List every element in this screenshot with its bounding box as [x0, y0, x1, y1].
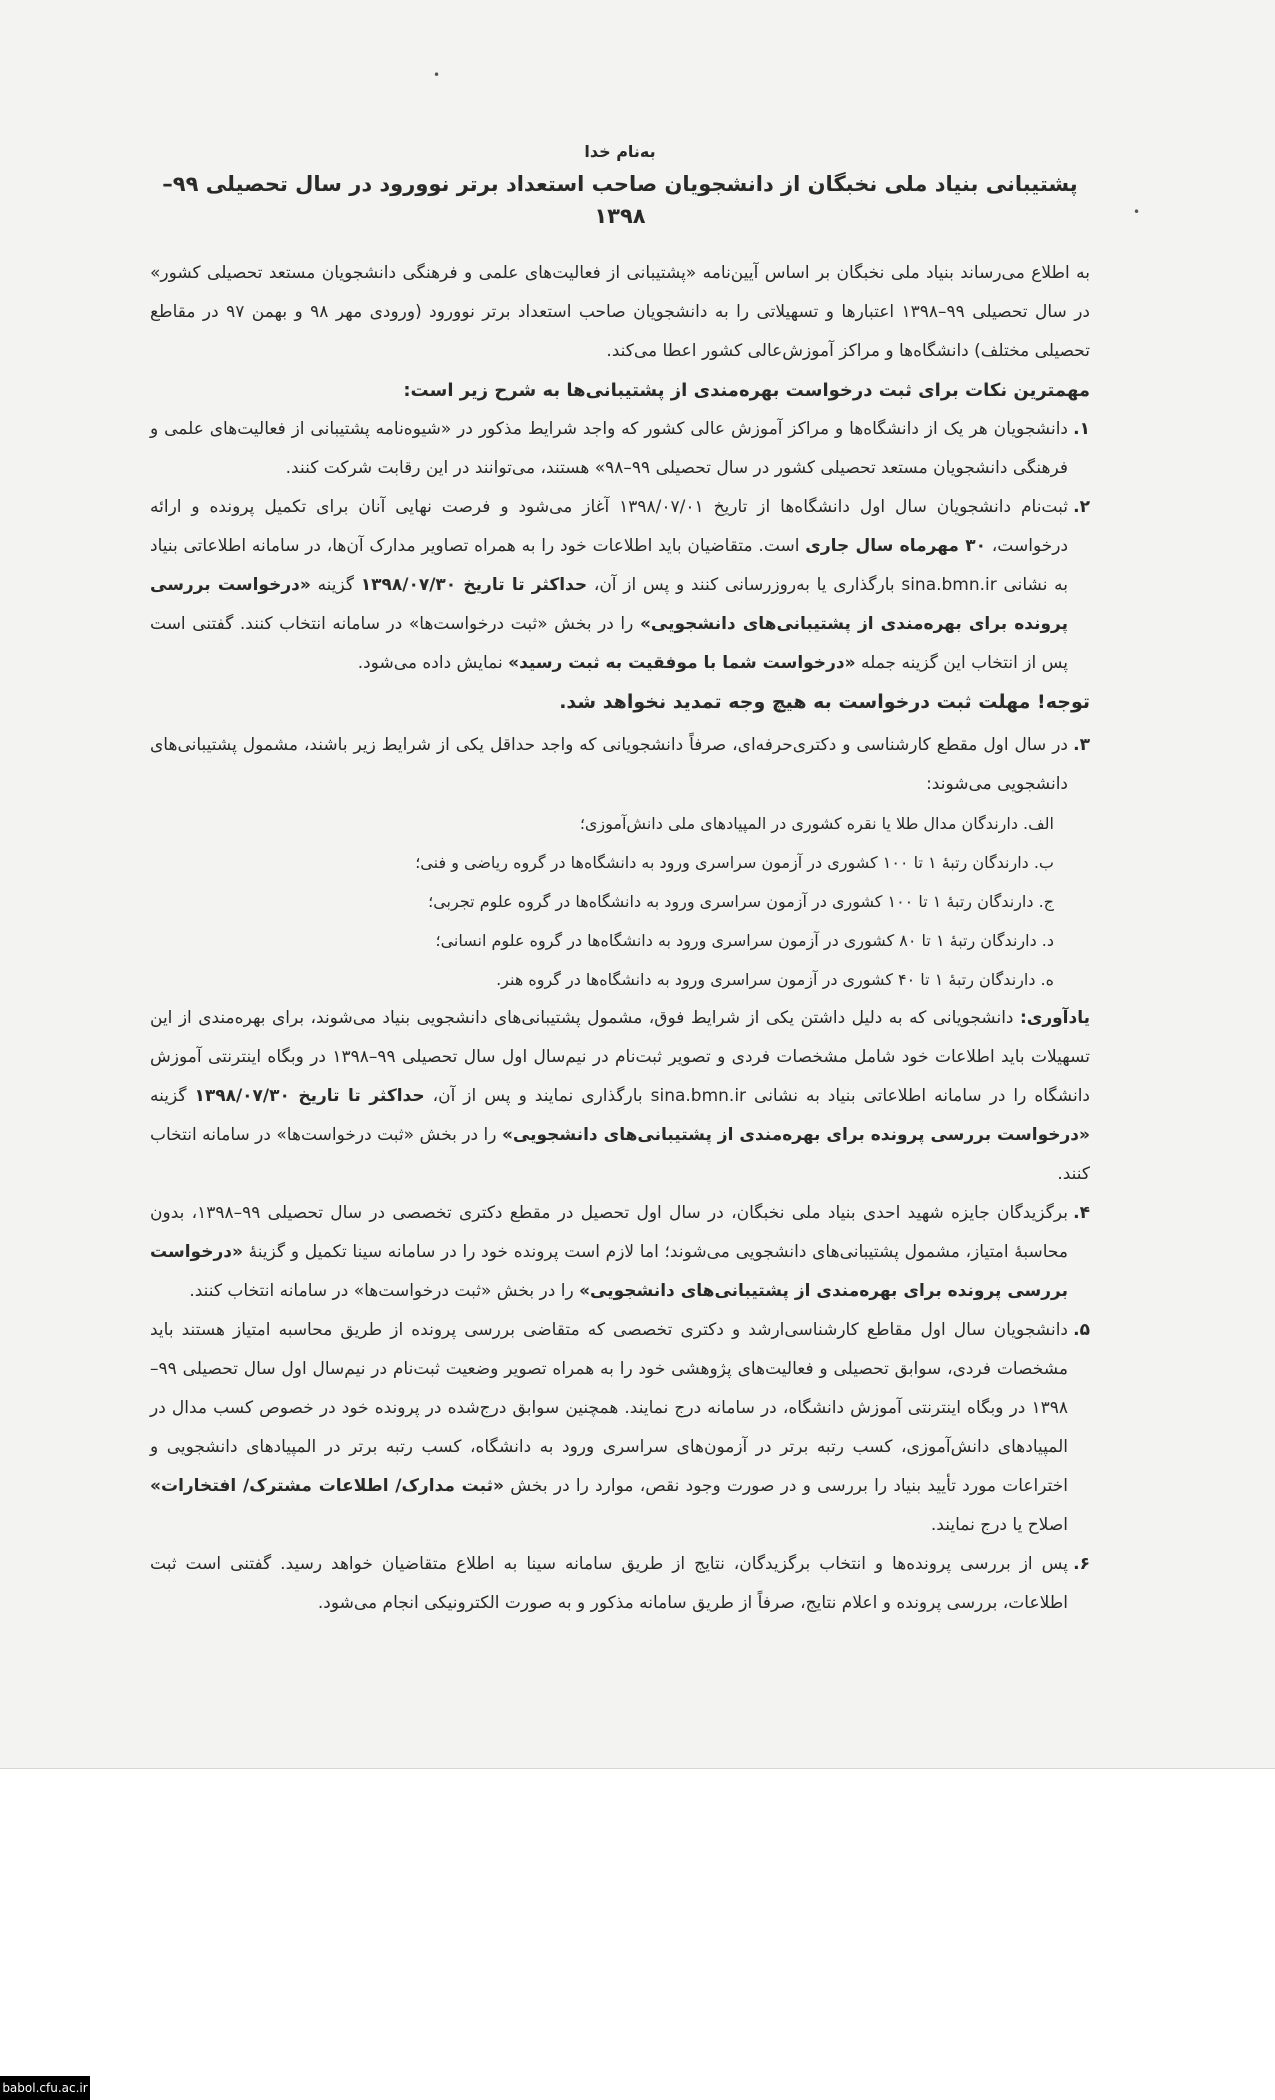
item-number: ۴.: [1073, 1203, 1090, 1223]
reminder-text: را در بخش «ثبت درخواست‌ها» در سامانه انتخاب کنند.: [150, 1125, 1090, 1184]
intro-paragraph: به اطلاع می‌رساند بنیاد ملی نخبگان بر اساس آیین‌نامه «پشتیبانی از فعالیت‌های علمی و فرهنگی دانشجویان مستعد تحصیلی کشور» در سال تحصیلی ۹۹–۱۳۹۸ اعتبارها و تسهیلاتی را به دانشجویان صاحب استعداد برتر نوورود (ورودی مهر ۹۸ و بهمن ۹۷ در مقاطع تحصیلی مختلف) دانشگاه‌ها و مراکز آموزش‌عالی کشور اعطا می‌کند.: [150, 263, 1090, 361]
option-name: «درخواست بررسی پرونده برای بهره‌مندی از پشتیبانی‌های دانشجویی»: [150, 1242, 1068, 1301]
item-text-part: را در بخش «ثبت درخواست‌ها» در سامانه انتخاب کنند.: [189, 1281, 574, 1301]
item-number: ۵.: [1073, 1320, 1090, 1340]
item-text-part: در سال اول مقطع کارشناسی و دکتری‌حرفه‌ای، صرفاً دانشجویانی که واجد حداقل یکی از شرایط زیر باشند، مشمول پشتیبانی‌های دانشجویی می‌شوند:: [150, 735, 1068, 794]
item-text: [150, 1311, 1068, 1545]
item-number: ۱.: [1073, 419, 1090, 439]
section-heading: مهمترین نکات برای ثبت درخواست بهره‌مندی از پشتیبانی‌ها به شرح زیر است:: [403, 380, 1090, 401]
sub-item: ج. دارندگان رتبهٔ ۱ تا ۱۰۰ کشوری در آزمون سراسری ورود به دانشگاه‌ها در گروه علوم تجربی؛: [428, 892, 1054, 911]
confirmation-message: «درخواست شما با موفقیت به ثبت رسید»: [508, 653, 856, 673]
item-text-part: نمایش داده می‌شود.: [357, 653, 503, 673]
list-item-3: [150, 726, 1090, 999]
item-text-part: برگزیدگان جایزه شهید احدی بنیاد ملی نخبگان، در سال اول تحصیل در مقطع دکتری تخصصی در سال تحصیلی ۹۹–۱۳۹۸، بدون محاسبهٔ امتیاز، مشمول پشتیبانی‌های دانشجویی می‌شوند؛ اما لازم است پرونده خود را در سامانه سینا تکمیل و گزینهٔ: [150, 1203, 1069, 1262]
reminder-paragraph: [150, 999, 1090, 1194]
item-text-part: گزینه: [317, 575, 355, 595]
deadline-date: حداکثر تا تاریخ ۱۳۹۸/۰۷/۳۰: [360, 575, 588, 595]
deadline-date: حداکثر تا تاریخ ۱۳۹۸/۰۷/۳۰: [194, 1086, 425, 1106]
sub-item: ه. دارندگان رتبهٔ ۱ تا ۴۰ کشوری در آزمون سراسری ورود به دانشگاه‌ها در گروه هنر.: [496, 970, 1054, 989]
reminder-text: دانشجویانی که به دلیل داشتن یکی از شرایط فوق، مشمول پشتیبانی‌های دانشجویی بنیاد می‌شوند، برای بهره‌مندی از این تسهیلات باید اطلاعات خود شامل مشخصات فردی و تصویر ثبت‌نام در نیم‌سال اول سال تحصیلی ۹۹–۱۳۹۸ در وبگاه اینترنتی آموزش دانشگاه را در سامانه اطلاعاتی بنیاد به نشانی sina.bmn.ir بارگذاری نمایند و پس از آن،: [150, 1008, 1090, 1106]
list-item-6: [150, 1545, 1090, 1623]
item-text-part: ثبت‌نام دانشجویان سال اول دانشگاه‌ها از تاریخ ۱۳۹۸/۰۷/۰۱ آغاز می‌شود و فرصت نهایی آنان برای تکمیل پرونده و ارائه درخواست،: [150, 497, 1069, 556]
list-item-2: [150, 488, 1090, 683]
document-body: [150, 140, 1090, 1623]
sub-item: د. دارندگان رتبهٔ ۱ تا ۸۰ کشوری در آزمون سراسری ورود به دانشگاه‌ها در گروه علوم انسانی؛: [435, 931, 1054, 950]
item-text: [150, 726, 1068, 999]
item-text: پس از بررسی پرونده‌ها و انتخاب برگزیدگان، نتایج از طریق سامانه سینا به اطلاع متقاضیان خواهد رسید. گفتنی است ثبت اطلاعات، بررسی پرونده و اعلام نتایج، صرفاً از طریق سامانه مذکور و به صورت الکترونیکی انجام می‌شود.: [150, 1554, 1068, 1613]
warning-note: توجه! مهلت ثبت درخواست به هیچ وجه تمدید نخواهد شد.: [559, 691, 1090, 713]
list-item-1: [150, 410, 1090, 488]
section-name: «ثبت مدارک/ اطلاعات مشترک/ افتخارات»: [150, 1476, 504, 1496]
item-text-part: است. متقاضیان باید اطلاعات خود را به همراه تصاویر مدارک آن‌ها، در سامانه اطلاعاتی بنیاد به نشانی sina.bmn.ir بارگذاری یا به‌روزرسانی کنند و پس از آن،: [150, 536, 1069, 595]
sub-item: ب. دارندگان رتبهٔ ۱ تا ۱۰۰ کشوری در آزمون سراسری ورود به دانشگاه‌ها در گروه ریاضی و فنی؛: [415, 853, 1054, 872]
item-text-part: دانشجویان سال اول مقاطع کارشناسی‌ارشد و دکتری تخصصی که متقاضی بررسی پرونده از طریق محاسبه امتیاز هستند باید مشخصات فردی، سوابق تحصیلی و فعالیت‌های پژوهشی خود را به همراه تصویر وضعیت ثبت‌نام در نیم‌سال اول سال تحصیلی ۹۹–۱۳۹۸ در وبگاه اینترنتی آموزش دانشگاه، در سامانه درج نمایند. همچنین سوابق درج‌شده در پرونده خود در خصوص کسب مدال در المپیادهای دانش‌آموزی، کسب رتبه برتر در آزمون‌های سراسری ورود به دانشگاه، کسب رتبه برتر در المپیادهای دانشجویی و اختراعات مورد تأیید بنیاد را بررسی و در صورت وجود نقص، موارد را در بخش: [150, 1320, 1069, 1496]
scan-speck: •: [433, 68, 441, 82]
document-title: پشتیبانی بنیاد ملی نخبگان از دانشجویان صاحب استعداد برتر نوورود در سال تحصیلی ۹۹–۱۳۹۸: [162, 172, 1078, 228]
list-item-5: [150, 1311, 1090, 1545]
sub-item: الف. دارندگان مدال طلا یا نقره کشوری در المپیادهای ملی دانش‌آموزی؛: [579, 814, 1054, 833]
item-text: [150, 488, 1068, 683]
item-number: ۶.: [1073, 1554, 1090, 1574]
item-number: ۳.: [1073, 735, 1090, 755]
reminder-text: گزینه: [150, 1086, 187, 1106]
item-text: دانشجویان هر یک از دانشگاه‌ها و مراکز آموزش عالی کشور که واجد شرایط مذکور در «شیوه‌نامه پشتیبانی از فعالیت‌های علمی و فرهنگی دانشجویان مستعد تحصیلی کشور در سال تحصیلی ۹۹–۹۸» هستند، می‌توانند در این رقابت شرکت کنند.: [150, 419, 1068, 478]
site-watermark: babol.cfu.ac.ir: [0, 2076, 90, 2100]
deadline-text: ۳۰ مهرماه سال جاری: [805, 536, 987, 556]
item-number: ۲.: [1073, 497, 1090, 517]
list-item-4: [150, 1194, 1090, 1311]
item-text-part: را در بخش «ثبت درخواست‌ها» در سامانه انتخاب کنند. گفتنی است پس از انتخاب این گزینه جمله: [150, 614, 1068, 673]
option-name: «درخواست بررسی پرونده برای بهره‌مندی از پشتیبانی‌های دانشجویی»: [150, 575, 1069, 634]
item-text-part: اصلاح یا درج نمایند.: [930, 1515, 1068, 1535]
scan-speck: •: [1133, 205, 1141, 219]
item-text: [150, 1194, 1068, 1311]
option-name: «درخواست بررسی پرونده برای بهره‌مندی از پشتیبانی‌های دانشجویی»: [501, 1125, 1091, 1145]
basmala: به‌نام خدا: [584, 142, 656, 161]
reminder-label: یادآوری:: [1019, 1008, 1090, 1028]
